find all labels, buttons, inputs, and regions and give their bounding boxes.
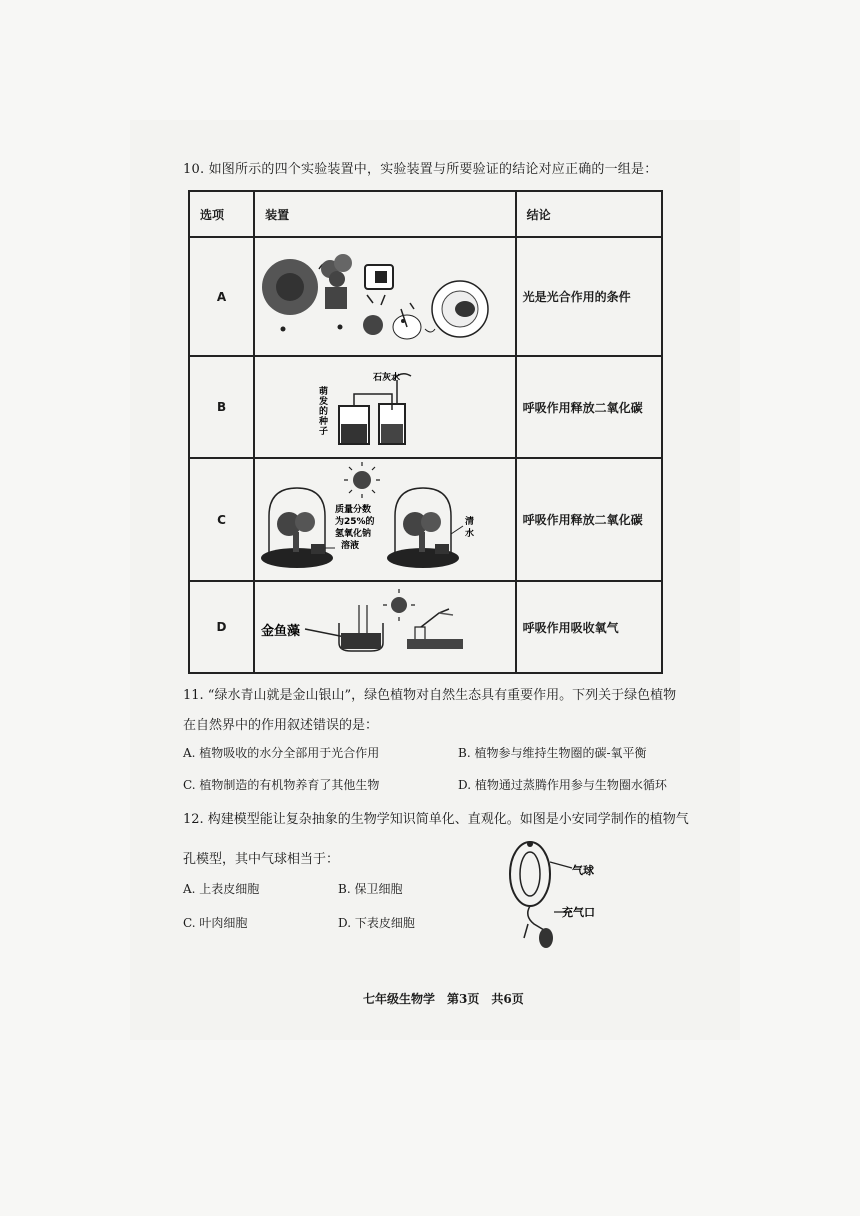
q11-option-a: A. 植物吸收的水分全部用于光合作用 [183, 746, 380, 760]
balloon-label: 气球 [572, 864, 594, 877]
q11-option-c: C. 植物制造的有机物养育了其他生物 [183, 778, 380, 792]
leaf-starch-experiment-illustration [255, 239, 503, 354]
question-11-stem-line2: 在自然界中的作用叙述错误的是： [183, 718, 379, 733]
apparatus-c-figure [254, 458, 516, 581]
question-12-stem-line1: 12. 构建模型能让复杂抽象的生物学知识简单化、直观化。如图是小安同学制作的植物气 [183, 812, 689, 827]
table-row [189, 458, 662, 581]
table-row [189, 356, 662, 458]
header-option: 选项 [189, 191, 254, 237]
q11-option-b: B. 植物参与维持生物圈的碳-氧平衡 [458, 746, 647, 760]
table-row [189, 237, 662, 356]
seed-limewater-experiment-illustration [255, 358, 503, 456]
naoh-label-2: 为25%的 [335, 517, 375, 527]
q12-option-c: C. 叶肉细胞 [183, 916, 248, 930]
q12-option-b: B. 保卫细胞 [338, 882, 403, 896]
apparatus-b-figure [254, 356, 516, 458]
question-11-stem-line1: 11. “绿水青山就是金山银山”，绿色植物对自然生态具有重要作用。下列关于绿色植物 [183, 688, 677, 703]
q11-option-d: D. 植物通过蒸腾作用参与生物圈水循环 [458, 778, 667, 792]
header-apparatus: 装置 [254, 191, 516, 237]
experiment-table [188, 190, 663, 674]
row-conclusion-a: 光是光合作用的条件 [516, 237, 662, 356]
water-label-2: 水 [465, 529, 475, 539]
row-conclusion-d: 呼吸作用吸收氧气 [516, 581, 662, 673]
question-12-stem-line2: 孔模型，其中气球相当于： [183, 852, 340, 867]
bell-jar-naoh-experiment-illustration [255, 460, 503, 579]
naoh-label-4: 溶液 [341, 541, 360, 551]
seed-label-2: 发 [319, 397, 329, 407]
apparatus-a-figure [254, 237, 516, 356]
seed-label-1: 萌 [319, 387, 329, 397]
seed-label-3: 的 [319, 407, 329, 417]
limewater-label: 石灰水 [373, 373, 401, 383]
algae-label: 金鱼藻 [261, 624, 301, 639]
row-option-c: C [189, 458, 254, 581]
row-conclusion-c: 呼吸作用释放二氧化碳 [516, 458, 662, 581]
seed-label [318, 385, 331, 437]
question-10-stem: 10. 如图所示的四个实验装置中，实验装置与所要验证的结论对应正确的一组是： [183, 162, 658, 177]
row-conclusion-b: 呼吸作用释放二氧化碳 [516, 356, 662, 458]
page-footer: 七年级生物学 第3页 共6页 [363, 992, 524, 1006]
table-row [189, 581, 662, 673]
naoh-label-3: 氢氧化钠 [335, 529, 372, 539]
row-option-b: B [189, 356, 254, 458]
q12-option-d: D. 下表皮细胞 [338, 916, 415, 930]
apparatus-d-figure [254, 581, 516, 673]
seed-label-4: 种 [319, 417, 329, 427]
inlet-label: 充气口 [562, 906, 595, 919]
water-label-1: 清 [465, 517, 475, 527]
header-conclusion: 结论 [516, 191, 662, 237]
seed-label-5: 子 [319, 427, 329, 437]
row-option-a: A [189, 237, 254, 356]
naoh-label-1: 质量分数 [335, 505, 372, 515]
q12-option-a: A. 上表皮细胞 [183, 882, 260, 896]
row-option-d: D [189, 581, 254, 673]
stomata-balloon-model-illustration [500, 834, 610, 954]
goldfish-algae-experiment-illustration [255, 583, 503, 671]
